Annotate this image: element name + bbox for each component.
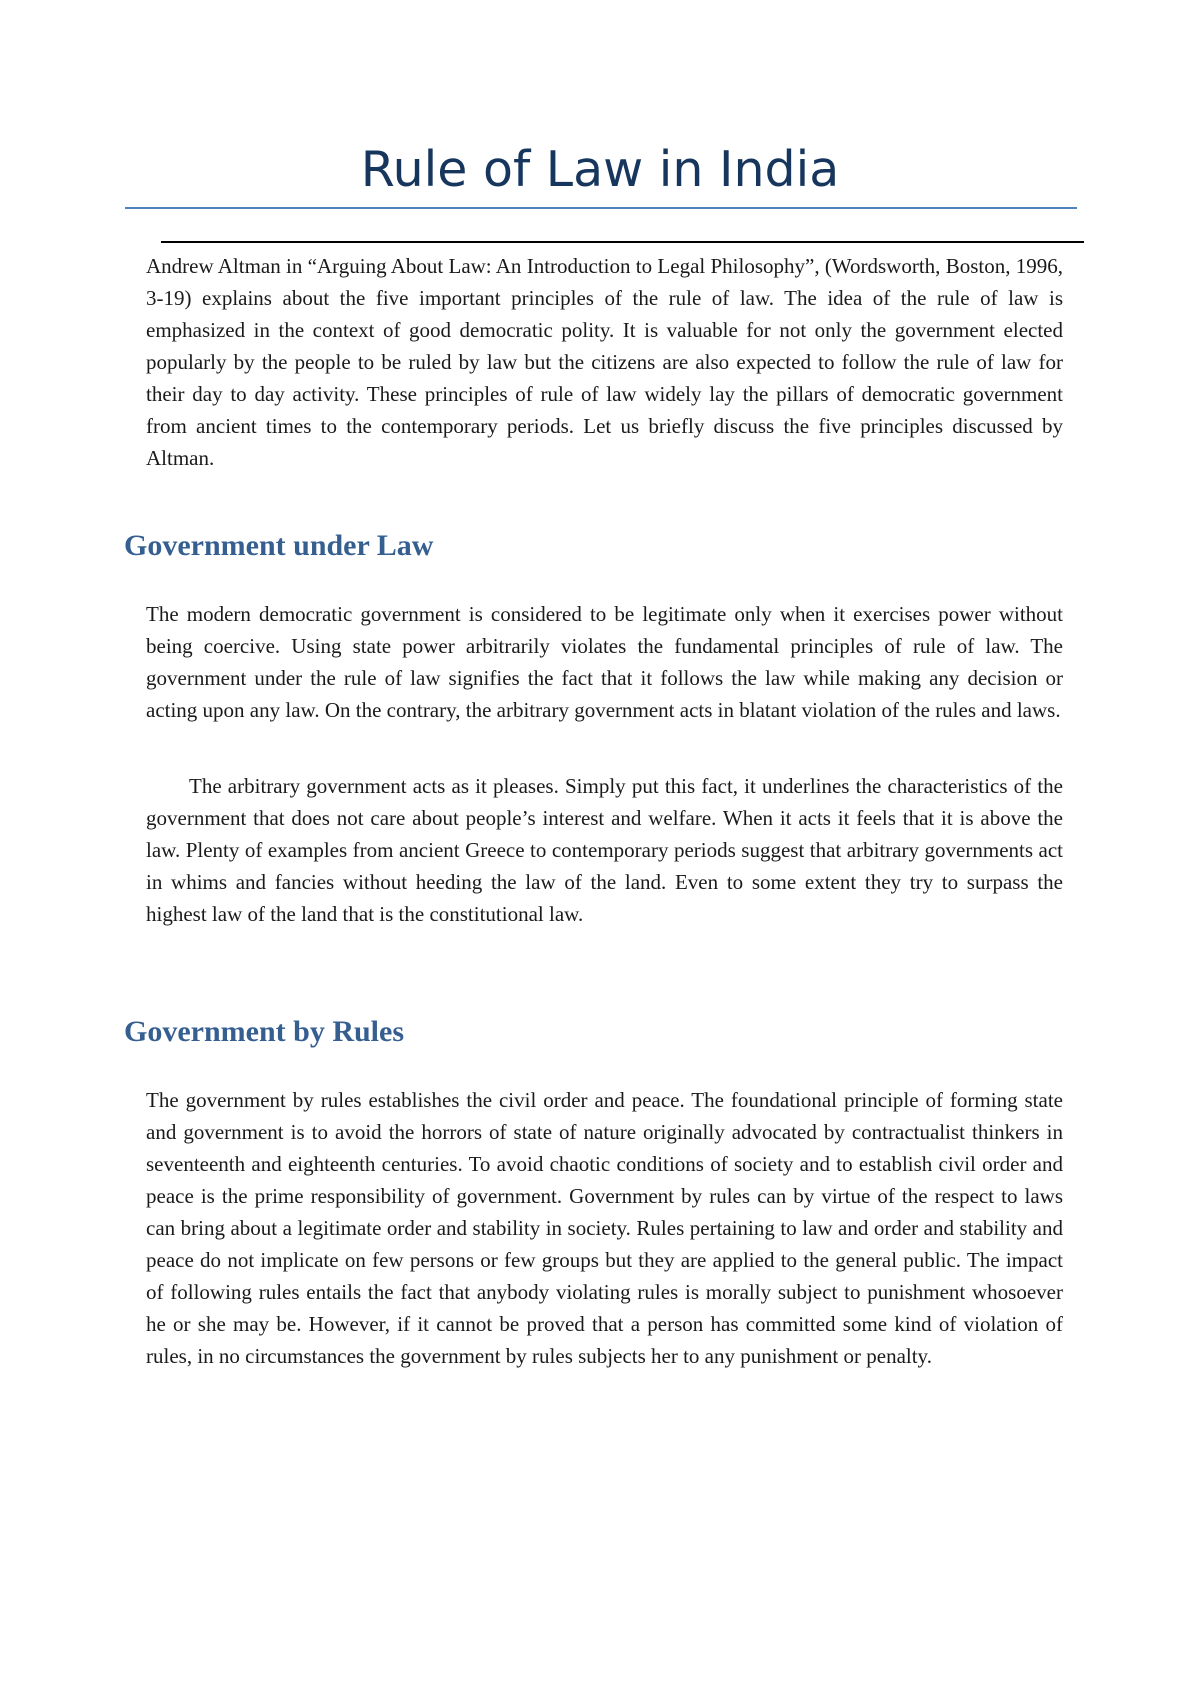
section-1-paragraph-1: The modern democratic government is considered to be legitimate only when it exercises power without being coercive. Using state power arbitrarily violates the fundamental principles of rule of law. The government under the rule of law signifies the fact that it follows the law while making any decision or acting upon any law. On the contrary, the arbitrary government acts in blatant violation of the rules and laws. (146, 602, 1063, 722)
section-heading-government-under-law: Government under Law (124, 529, 434, 562)
document-title: Rule of Law in India (360, 141, 840, 198)
section-heading-government-by-rules: Government by Rules (124, 1015, 404, 1048)
section-1-paragraph-2: The arbitrary government acts as it pleases. Simply put this fact, it underlines the characteristics of the government that does not care about people’s interest and welfare. When it acts it feels that it is above the law. Plenty of examples from ancient Greece to contemporary periods suggest that arbitrary governments act in whims and fancies without heeding the law of the land. Even to some extent they try to surpass the highest law of the land that is the constitutional law. (146, 774, 1063, 926)
body-divider-line (161, 241, 1084, 243)
title-underline (125, 207, 1077, 209)
intro-paragraph: Andrew Altman in “Arguing About Law: An Introduction to Legal Philosophy”, (Wordsworth, Boston, 1996, 3-19) explains about the five important principles of the rule of law. The idea of the rule of law is emphasized in the context of good democratic polity. It is valuable for not only the government elected popularly by the people to be ruled by law but the citizens are also expected to follow the rule of law for their day to day activity. These principles of rule of law widely lay the pillars of democratic government from ancient times to the contemporary periods. Let us briefly discuss the five principles discussed by Altman. (146, 254, 1063, 470)
section-2-paragraph-1: The government by rules establishes the civil order and peace. The foundational principle of forming state and government is to avoid the horrors of state of nature originally advocated by contractualist thinkers in seventeenth and eighteenth centuries. To avoid chaotic conditions of society and to establish civil order and peace is the prime responsibility of government. Government by rules can by virtue of the respect to laws can bring about a legitimate order and stability in society. Rules pertaining to law and order and stability and peace do not implicate on few persons or few groups but they are applied to the general public. The impact of following rules entails the fact that anybody violating rules is morally subject to punishment whosoever he or she may be. However, if it cannot be proved that a person has committed some kind of violation of rules, in no circumstances the government by rules subjects her to any punishment or penalty. (146, 1088, 1063, 1368)
